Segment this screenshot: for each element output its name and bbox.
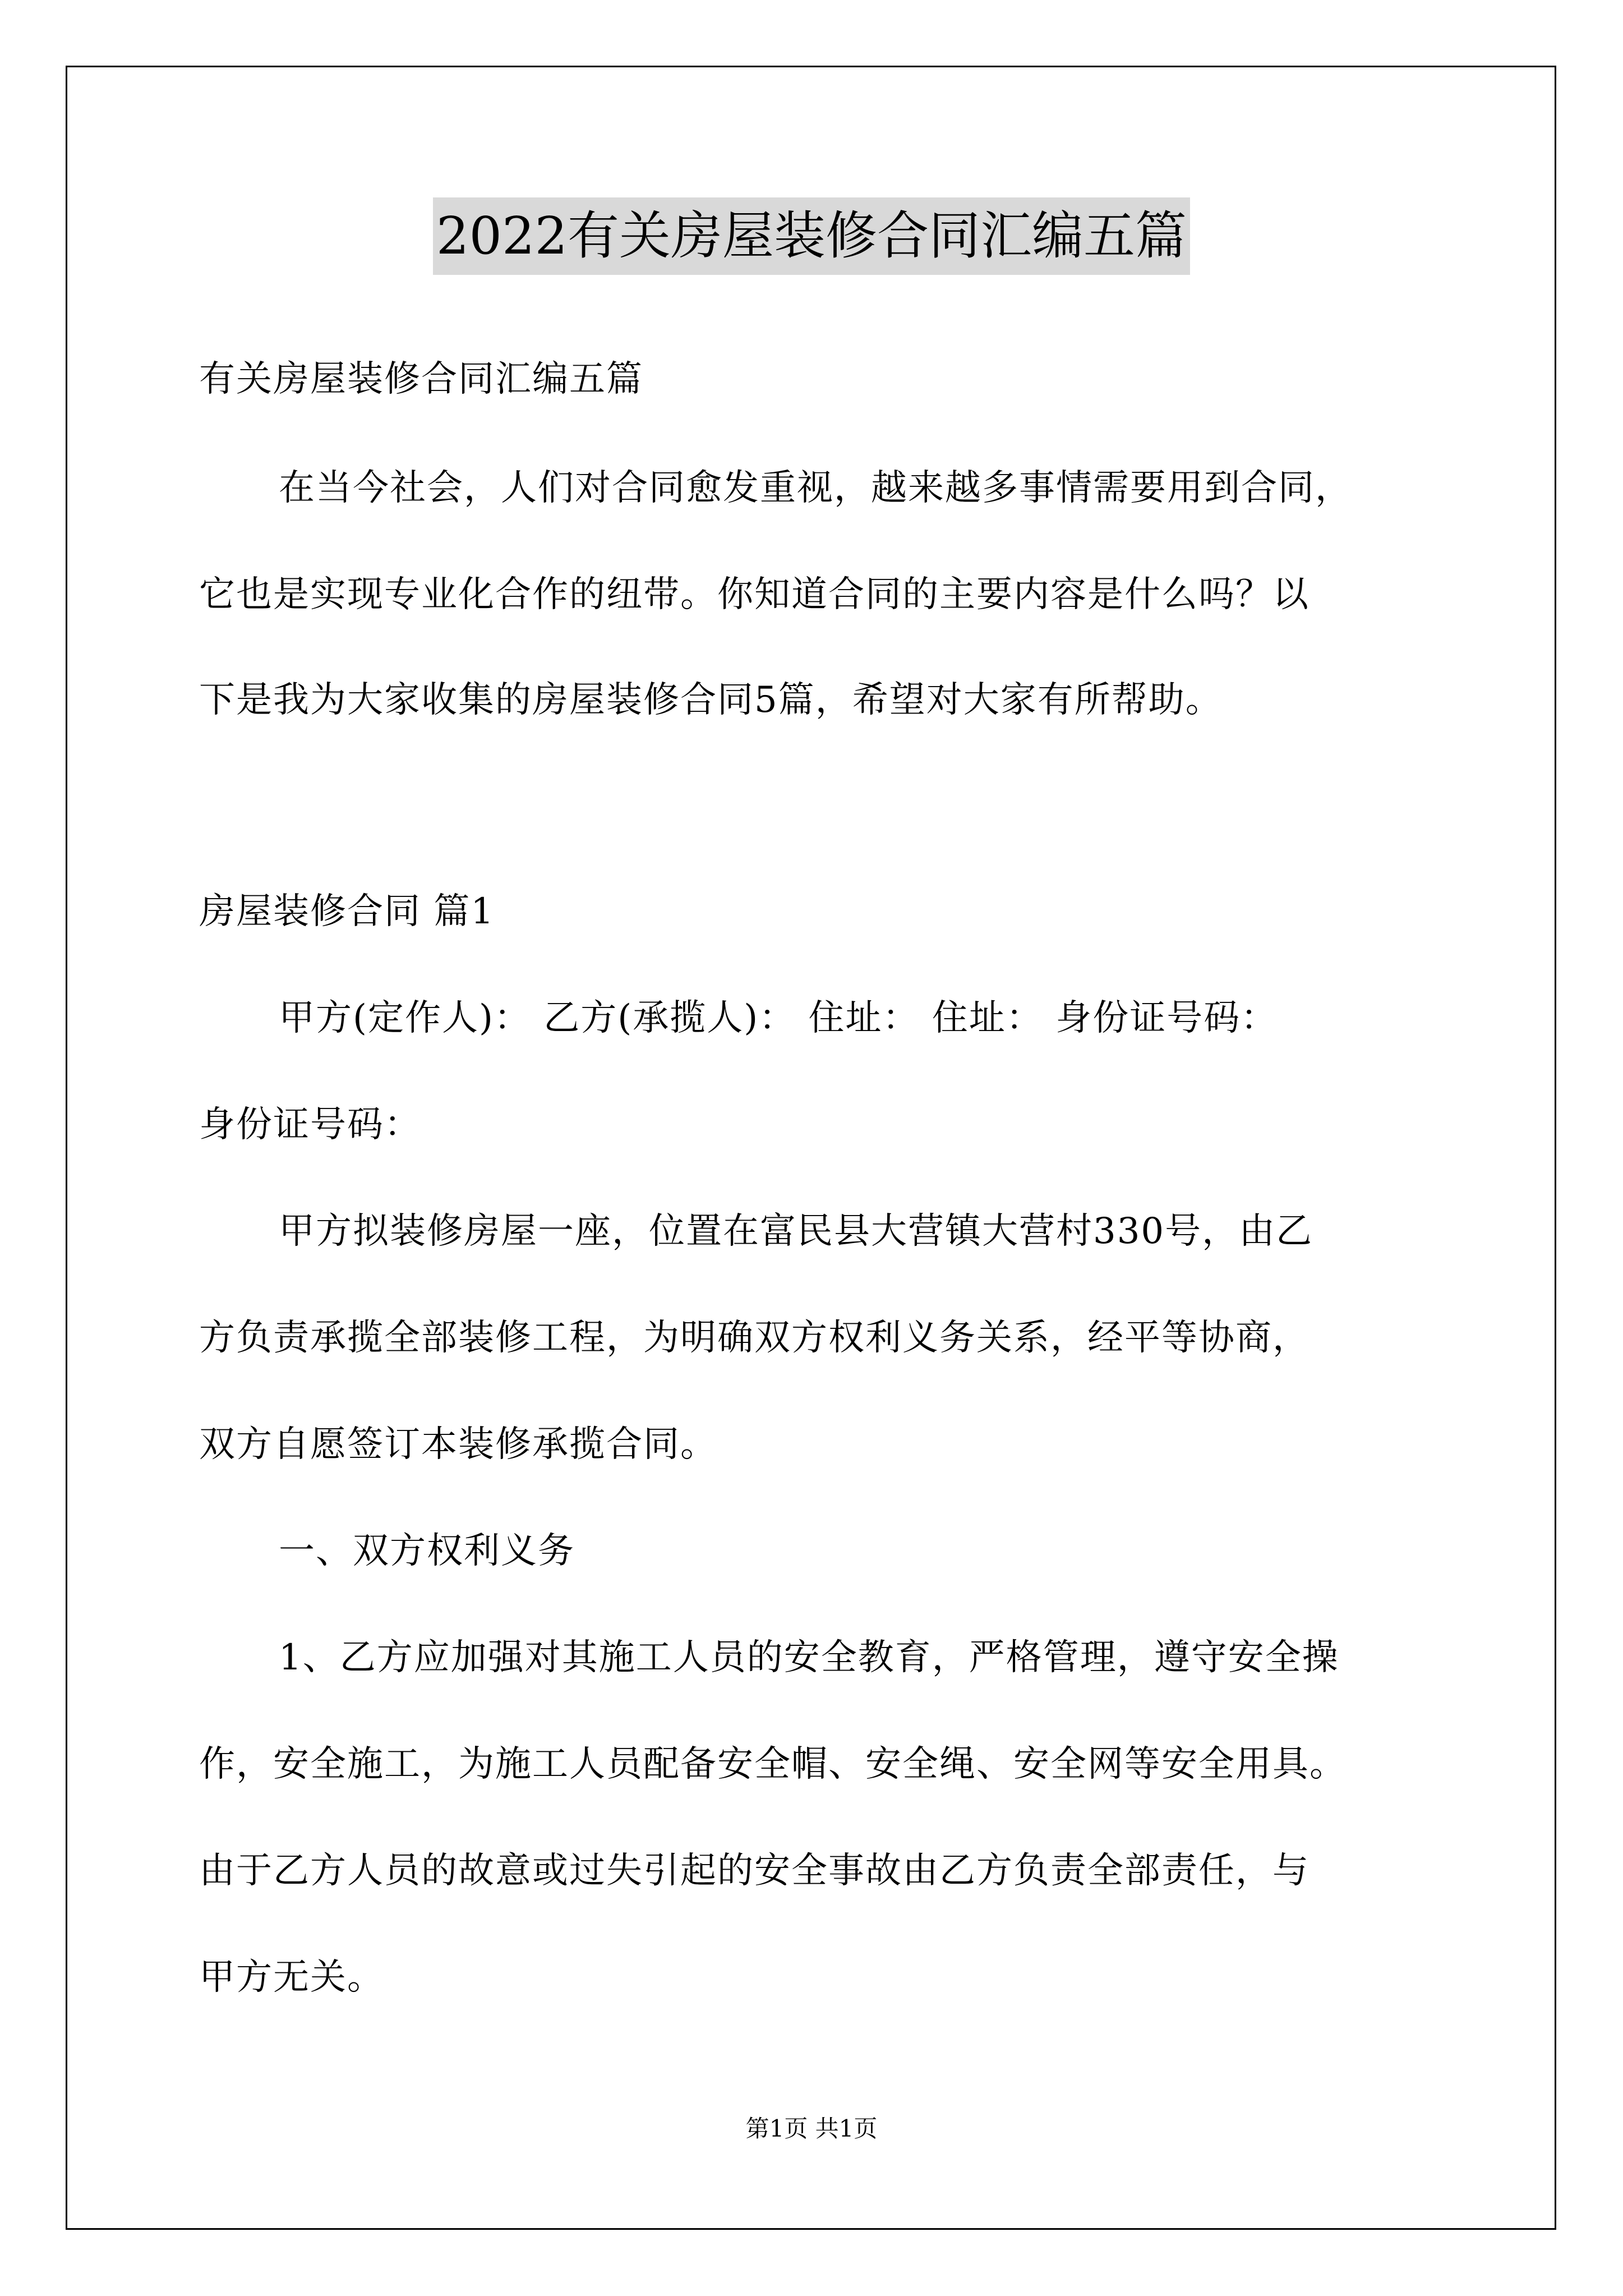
parties-line: 身份证号码： xyxy=(199,1104,421,1145)
intro-line: 它也是实现专业化合作的纽带。你知道合同的主要内容是什么吗？以 xyxy=(199,574,1310,615)
document-title: 2022有关房屋装修合同汇编五篇 xyxy=(433,197,1190,275)
clause-line: 作，安全施工，为施工人员配备安全帽、安全绳、安全网等安全用具。 xyxy=(199,1743,1347,1785)
subtitle: 有关房屋装修合同汇编五篇 xyxy=(199,358,643,400)
page-footer: 第1页 共1页 xyxy=(745,2115,878,2142)
title-container xyxy=(0,197,1623,275)
section-heading: 房屋装修合同 篇1 xyxy=(199,891,495,932)
purpose-line: 方负责承揽全部装修工程，为明确双方权利义务关系，经平等协商， xyxy=(199,1317,1310,1359)
intro-line: 在当今社会，人们对合同愈发重视，越来越多事情需要用到合同， xyxy=(279,467,1352,509)
purpose-line: 甲方拟装修房屋一座，位置在富民县大营镇大营村330号，由乙 xyxy=(279,1211,1313,1252)
purpose-line: 双方自愿签订本装修承揽合同。 xyxy=(199,1424,717,1465)
clause-line: 1、乙方应加强对其施工人员的安全教育，严格管理，遵守安全操 xyxy=(279,1637,1339,1678)
clause-line: 甲方无关。 xyxy=(199,1957,384,1998)
parties-line: 甲方(定作人)： 乙方(承揽人)： 住址： 住址： 身份证号码： xyxy=(279,997,1278,1039)
clause-line: 由于乙方人员的故意或过失引起的安全事故由乙方负责全部责任，与 xyxy=(199,1850,1310,1892)
intro-line: 下是我为大家收集的房屋装修合同5篇，希望对大家有所帮助。 xyxy=(199,679,1223,721)
clause-heading: 一、双方权利义务 xyxy=(279,1530,575,1572)
